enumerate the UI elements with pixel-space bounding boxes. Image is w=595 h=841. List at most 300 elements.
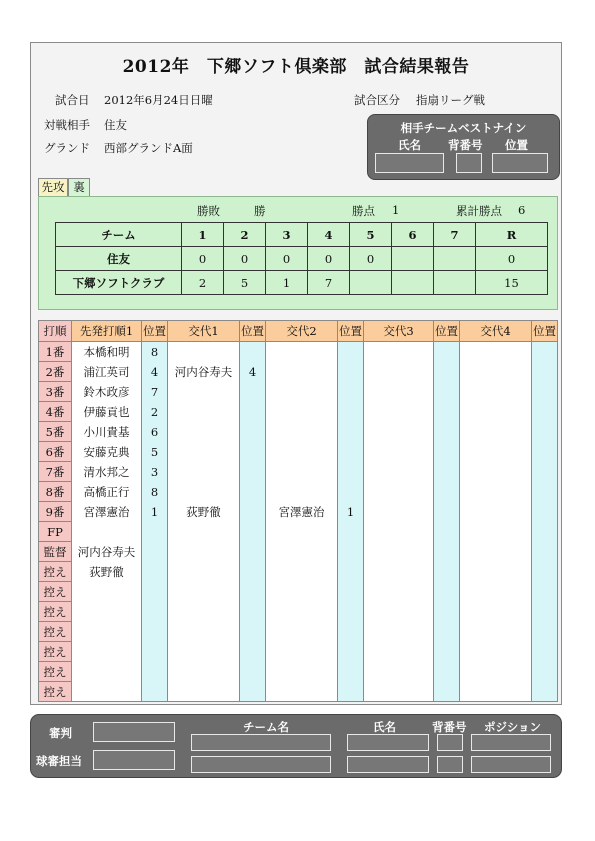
position-cell[interactable] — [240, 522, 266, 542]
position-cell[interactable] — [240, 422, 266, 442]
umpire-name-field-2[interactable] — [347, 756, 429, 773]
position-cell[interactable] — [338, 362, 364, 382]
position-cell[interactable] — [434, 502, 460, 522]
position-cell[interactable] — [338, 422, 364, 442]
position-cell[interactable] — [434, 542, 460, 562]
plate-umpire-field[interactable] — [93, 750, 175, 770]
win-loss-value[interactable]: 勝 — [254, 204, 266, 218]
starter-name-cell[interactable] — [72, 602, 142, 622]
lineup-row — [39, 442, 558, 462]
position-cell[interactable] — [532, 422, 558, 442]
position-cell[interactable]: 3 — [142, 462, 168, 482]
position-cell[interactable] — [338, 542, 364, 562]
team-name-cell: 下郷ソフトクラブ — [56, 271, 182, 295]
position-cell[interactable] — [338, 462, 364, 482]
inning-score-cell[interactable] — [350, 271, 392, 295]
lineup-row — [39, 462, 558, 482]
sub2-header: 交代2 — [266, 321, 338, 342]
sub3-name-cell[interactable] — [364, 362, 434, 382]
starter-name-cell[interactable]: 宮澤憲治 — [72, 502, 142, 522]
sub4-name-cell[interactable] — [460, 682, 532, 702]
position-cell[interactable] — [434, 582, 460, 602]
sub3-name-cell[interactable] — [364, 542, 434, 562]
batting-order-cell: 控え — [39, 582, 72, 602]
position-cell[interactable] — [434, 682, 460, 702]
position-cell[interactable] — [338, 402, 364, 422]
position-header: 位置 — [532, 321, 558, 342]
umpire-number-label: 背番号 — [432, 720, 467, 734]
sub3-name-cell[interactable] — [364, 662, 434, 682]
position-cell[interactable] — [532, 542, 558, 562]
starter-name-cell[interactable]: 本橋和明 — [72, 342, 142, 362]
sub4-name-cell[interactable] — [460, 622, 532, 642]
opponent-best-nine-panel — [367, 114, 560, 180]
inning-score-cell[interactable] — [434, 247, 476, 271]
sub1-name-cell[interactable]: 河内谷寿夫 — [168, 362, 240, 382]
category-label: 試合区分 — [354, 93, 400, 107]
inning-header: 1 — [182, 223, 224, 247]
position-cell[interactable] — [338, 622, 364, 642]
starter-name-cell[interactable] — [72, 662, 142, 682]
inning-score-cell[interactable] — [434, 271, 476, 295]
sub2-name-cell[interactable] — [266, 682, 338, 702]
inning-score-cell[interactable] — [392, 247, 434, 271]
sub3-name-cell[interactable] — [364, 342, 434, 362]
position-cell[interactable] — [532, 522, 558, 542]
sub4-name-cell[interactable] — [460, 442, 532, 462]
sub1-name-cell[interactable] — [168, 682, 240, 702]
sub3-name-cell[interactable] — [364, 402, 434, 422]
best-nine-number-field[interactable] — [456, 153, 482, 173]
starter-name-cell[interactable] — [72, 522, 142, 542]
sub2-name-cell[interactable] — [266, 542, 338, 562]
sub4-name-cell[interactable] — [460, 522, 532, 542]
batting-order-cell: 監督 — [39, 542, 72, 562]
sub3-name-cell[interactable] — [364, 522, 434, 542]
position-cell[interactable] — [434, 382, 460, 402]
tab-bottom-inning[interactable]: 裏 — [68, 178, 90, 196]
position-cell[interactable] — [240, 462, 266, 482]
position-cell[interactable] — [434, 422, 460, 442]
sub4-name-cell[interactable] — [460, 342, 532, 362]
sub1-name-cell[interactable] — [168, 542, 240, 562]
batting-order-cell: 9番 — [39, 502, 72, 522]
position-cell[interactable] — [240, 682, 266, 702]
inning-header: 2 — [224, 223, 266, 247]
position-cell[interactable] — [240, 402, 266, 422]
batting-order-cell: 控え — [39, 662, 72, 682]
umpire-field[interactable] — [93, 722, 175, 742]
position-cell[interactable] — [338, 562, 364, 582]
sub2-name-cell[interactable] — [266, 522, 338, 542]
sub3-name-cell[interactable] — [364, 602, 434, 622]
batting-order-cell: 6番 — [39, 442, 72, 462]
position-cell[interactable] — [434, 442, 460, 462]
position-cell[interactable] — [240, 582, 266, 602]
position-cell[interactable]: 8 — [142, 482, 168, 502]
sub2-name-cell[interactable] — [266, 402, 338, 422]
position-cell[interactable] — [240, 622, 266, 642]
position-cell[interactable] — [338, 602, 364, 622]
position-cell[interactable] — [240, 602, 266, 622]
sub2-name-cell[interactable] — [266, 622, 338, 642]
inning-score-cell[interactable]: 2 — [182, 271, 224, 295]
best-nine-position-label: 位置 — [505, 138, 528, 152]
position-cell[interactable] — [240, 662, 266, 682]
sub2-name-cell[interactable] — [266, 642, 338, 662]
umpire-team-label: チーム名 — [243, 720, 289, 734]
position-cell[interactable] — [338, 582, 364, 602]
starter-name-cell[interactable]: 荻野徹 — [72, 562, 142, 582]
position-cell[interactable] — [142, 622, 168, 642]
starter-name-cell[interactable]: 河内谷寿夫 — [72, 542, 142, 562]
lineup-row — [39, 542, 558, 562]
sub2-name-cell[interactable] — [266, 382, 338, 402]
position-cell[interactable] — [338, 642, 364, 662]
starter-name-cell[interactable]: 高橋正行 — [72, 482, 142, 502]
position-cell[interactable] — [532, 382, 558, 402]
inning-score-cell[interactable] — [392, 271, 434, 295]
opponent-value[interactable]: 住友 — [104, 118, 127, 132]
position-cell[interactable] — [532, 622, 558, 642]
best-nine-name-label: 氏名 — [398, 138, 421, 152]
sub4-name-cell[interactable] — [460, 462, 532, 482]
position-cell[interactable] — [532, 402, 558, 422]
starter-name-cell[interactable]: 伊藤貢也 — [72, 402, 142, 422]
points-value[interactable]: 1 — [392, 203, 400, 217]
position-cell[interactable] — [338, 682, 364, 702]
position-cell[interactable] — [532, 362, 558, 382]
best-nine-number-label: 背番号 — [448, 138, 483, 152]
date-label: 試合日 — [55, 93, 90, 107]
sub4-name-cell[interactable] — [460, 402, 532, 422]
category-value[interactable]: 指扇リーグ戦 — [416, 93, 485, 107]
sub2-name-cell[interactable] — [266, 602, 338, 622]
umpire-position-field-2[interactable] — [471, 756, 551, 773]
position-cell[interactable] — [338, 522, 364, 542]
lineup-row — [39, 662, 558, 682]
win-loss-label: 勝敗 — [197, 204, 220, 218]
position-cell[interactable] — [434, 662, 460, 682]
position-cell[interactable] — [532, 342, 558, 362]
batting-order-cell: 7番 — [39, 462, 72, 482]
date-value[interactable]: 2012年6月24日日曜 — [104, 93, 213, 107]
position-cell[interactable]: 2 — [142, 402, 168, 422]
position-cell[interactable] — [240, 562, 266, 582]
umpire-number-field-2[interactable] — [437, 756, 463, 773]
position-header: 位置 — [338, 321, 364, 342]
total-points-value[interactable]: 6 — [518, 203, 526, 217]
sub2-name-cell[interactable] — [266, 582, 338, 602]
position-cell[interactable] — [532, 502, 558, 522]
sub3-name-cell[interactable] — [364, 462, 434, 482]
position-cell[interactable]: 8 — [142, 342, 168, 362]
inning-score-cell[interactable]: 0 — [308, 247, 350, 271]
batting-order-cell: 8番 — [39, 482, 72, 502]
position-cell[interactable] — [240, 482, 266, 502]
position-cell[interactable] — [240, 502, 266, 522]
sub3-name-cell[interactable] — [364, 642, 434, 662]
sub3-name-cell[interactable] — [364, 682, 434, 702]
lineup-row — [39, 522, 558, 542]
total-points-label: 累計勝点 — [456, 204, 502, 218]
starter-name-cell[interactable]: 小川貴基 — [72, 422, 142, 442]
sub1-name-cell[interactable] — [168, 602, 240, 622]
umpire-panel — [30, 714, 562, 778]
position-cell[interactable] — [434, 522, 460, 542]
starter-name-cell[interactable]: 浦江英司 — [72, 362, 142, 382]
sub2-name-cell[interactable] — [266, 422, 338, 442]
starter-name-cell[interactable] — [72, 682, 142, 702]
sub2-name-cell[interactable] — [266, 362, 338, 382]
batting-order-cell: 4番 — [39, 402, 72, 422]
sub1-name-cell[interactable] — [168, 382, 240, 402]
sub3-header: 交代3 — [364, 321, 434, 342]
lineup-row — [39, 362, 558, 382]
starter-name-cell[interactable] — [72, 582, 142, 602]
position-cell[interactable] — [142, 602, 168, 622]
sub1-name-cell[interactable] — [168, 422, 240, 442]
lineup-row — [39, 582, 558, 602]
points-label: 勝点 — [352, 204, 375, 218]
position-cell[interactable] — [434, 562, 460, 582]
starter-name-cell[interactable]: 鈴木政彦 — [72, 382, 142, 402]
position-cell[interactable] — [434, 622, 460, 642]
sub2-name-cell[interactable] — [266, 482, 338, 502]
position-cell[interactable] — [338, 382, 364, 402]
position-cell[interactable] — [338, 662, 364, 682]
position-cell[interactable] — [532, 662, 558, 682]
sub2-name-cell[interactable] — [266, 342, 338, 362]
lineup-row — [39, 342, 558, 362]
batting-order-cell: 控え — [39, 642, 72, 662]
sub3-name-cell[interactable] — [364, 622, 434, 642]
position-cell[interactable] — [142, 662, 168, 682]
sub1-name-cell[interactable]: 荻野徹 — [168, 502, 240, 522]
position-cell[interactable] — [434, 402, 460, 422]
umpire-team-field-1[interactable] — [191, 734, 331, 751]
umpire-number-field-1[interactable] — [437, 734, 463, 751]
sub3-name-cell[interactable] — [364, 382, 434, 402]
position-cell[interactable] — [240, 382, 266, 402]
page-title: 2012年 下郷ソフト倶楽部 試合結果報告 — [122, 57, 470, 77]
scoreboard-header-row — [56, 223, 548, 247]
batting-order-cell: 控え — [39, 622, 72, 642]
umpire-label: 審判 — [49, 726, 72, 740]
position-cell[interactable]: 6 — [142, 422, 168, 442]
position-cell[interactable]: 7 — [142, 382, 168, 402]
best-nine-title: 相手チームベストナイン — [400, 121, 527, 135]
position-cell[interactable] — [142, 562, 168, 582]
position-cell[interactable] — [338, 342, 364, 362]
position-cell[interactable] — [142, 542, 168, 562]
position-cell[interactable] — [240, 442, 266, 462]
sub2-name-cell[interactable] — [266, 442, 338, 462]
position-cell[interactable] — [338, 442, 364, 462]
sub2-name-cell[interactable] — [266, 662, 338, 682]
lineup-row — [39, 382, 558, 402]
position-cell[interactable] — [434, 482, 460, 502]
team-name-cell: 住友 — [56, 247, 182, 271]
sub2-name-cell[interactable] — [266, 462, 338, 482]
sub1-name-cell[interactable] — [168, 462, 240, 482]
sub4-name-cell[interactable] — [460, 562, 532, 582]
starter-name-cell[interactable]: 安藤克典 — [72, 442, 142, 462]
sub1-name-cell[interactable] — [168, 622, 240, 642]
inning-score-cell[interactable]: 0 — [266, 247, 308, 271]
position-cell[interactable]: 4 — [142, 362, 168, 382]
position-cell[interactable] — [434, 342, 460, 362]
inning-header: 3 — [266, 223, 308, 247]
scoreboard-table — [55, 222, 548, 295]
runs-header: R — [476, 223, 548, 247]
position-cell[interactable] — [532, 682, 558, 702]
scoreboard-row — [56, 271, 548, 295]
position-cell[interactable] — [532, 602, 558, 622]
sub2-name-cell[interactable]: 宮澤憲治 — [266, 502, 338, 522]
batting-order-header: 打順 — [39, 321, 72, 342]
position-cell[interactable] — [532, 642, 558, 662]
position-cell[interactable] — [532, 562, 558, 582]
position-cell[interactable] — [240, 542, 266, 562]
sub4-name-cell[interactable] — [460, 662, 532, 682]
lineup-row — [39, 422, 558, 442]
position-cell[interactable]: 4 — [240, 362, 266, 382]
runs-cell[interactable]: 15 — [476, 271, 548, 295]
sub1-name-cell[interactable] — [168, 482, 240, 502]
position-cell[interactable]: 1 — [142, 502, 168, 522]
position-cell[interactable] — [240, 342, 266, 362]
opponent-label: 対戦相手 — [44, 118, 90, 132]
inning-score-cell[interactable]: 0 — [182, 247, 224, 271]
sub4-name-cell[interactable] — [460, 422, 532, 442]
position-header: 位置 — [142, 321, 168, 342]
lineup-row — [39, 602, 558, 622]
runs-cell[interactable]: 0 — [476, 247, 548, 271]
lineup-row — [39, 502, 558, 522]
position-header: 位置 — [434, 321, 460, 342]
sub3-name-cell[interactable] — [364, 442, 434, 462]
position-cell[interactable] — [142, 522, 168, 542]
lineup-row — [39, 562, 558, 582]
lineup-row — [39, 642, 558, 662]
inning-score-cell[interactable]: 1 — [266, 271, 308, 295]
sub2-name-cell[interactable] — [266, 562, 338, 582]
position-cell[interactable] — [142, 642, 168, 662]
sub1-name-cell[interactable] — [168, 402, 240, 422]
inning-header: 4 — [308, 223, 350, 247]
starter-name-cell[interactable] — [72, 642, 142, 662]
sub4-name-cell[interactable] — [460, 482, 532, 502]
batting-order-cell: 3番 — [39, 382, 72, 402]
inning-score-cell[interactable]: 5 — [224, 271, 266, 295]
sub4-name-cell[interactable] — [460, 502, 532, 522]
batting-order-cell: 1番 — [39, 342, 72, 362]
batting-order-cell: 5番 — [39, 422, 72, 442]
position-cell[interactable] — [142, 582, 168, 602]
plate-umpire-label: 球審担当 — [36, 754, 82, 768]
umpire-name-field-1[interactable] — [347, 734, 429, 751]
batting-order-cell: 控え — [39, 602, 72, 622]
position-cell[interactable] — [532, 462, 558, 482]
position-cell[interactable] — [532, 442, 558, 462]
team-column-header: チーム — [56, 223, 182, 247]
inning-header: 5 — [350, 223, 392, 247]
position-cell[interactable] — [434, 462, 460, 482]
ground-value[interactable]: 西部グランドA面 — [104, 141, 193, 155]
position-cell[interactable]: 5 — [142, 442, 168, 462]
starter-name-cell[interactable] — [72, 622, 142, 642]
sub3-name-cell[interactable] — [364, 482, 434, 502]
sub4-name-cell[interactable] — [460, 542, 532, 562]
lineup-header-row — [39, 321, 558, 342]
ground-label: グランド — [44, 141, 90, 155]
sub1-header: 交代1 — [168, 321, 240, 342]
sub4-header: 交代4 — [460, 321, 532, 342]
sub3-name-cell[interactable] — [364, 562, 434, 582]
sub1-name-cell[interactable] — [168, 442, 240, 462]
inning-header: 6 — [392, 223, 434, 247]
sub3-name-cell[interactable] — [364, 422, 434, 442]
starter-name-cell[interactable]: 清水邦之 — [72, 462, 142, 482]
position-cell[interactable] — [532, 482, 558, 502]
sub1-name-cell[interactable] — [168, 582, 240, 602]
inning-score-cell[interactable]: 0 — [350, 247, 392, 271]
batting-order-cell: FP — [39, 522, 72, 542]
position-cell[interactable] — [434, 642, 460, 662]
umpire-team-field-2[interactable] — [191, 756, 331, 773]
sub3-name-cell[interactable] — [364, 582, 434, 602]
batting-lineup-table — [38, 320, 558, 702]
position-cell[interactable] — [532, 582, 558, 602]
best-nine-position-field[interactable] — [492, 153, 548, 173]
starter-header: 先発打順1 — [72, 321, 142, 342]
sub1-name-cell[interactable] — [168, 662, 240, 682]
position-cell[interactable] — [240, 642, 266, 662]
lineup-row — [39, 482, 558, 502]
sub1-name-cell[interactable] — [168, 642, 240, 662]
lineup-row — [39, 402, 558, 422]
sub4-name-cell[interactable] — [460, 582, 532, 602]
sub1-name-cell[interactable] — [168, 562, 240, 582]
sub4-name-cell[interactable] — [460, 602, 532, 622]
scoreboard-row — [56, 247, 548, 271]
position-cell[interactable]: 1 — [338, 502, 364, 522]
sub4-name-cell[interactable] — [460, 642, 532, 662]
umpire-position-field-1[interactable] — [471, 734, 551, 751]
batting-order-cell: 2番 — [39, 362, 72, 382]
inning-header: 7 — [434, 223, 476, 247]
position-cell[interactable] — [434, 362, 460, 382]
position-header: 位置 — [240, 321, 266, 342]
sub4-name-cell[interactable] — [460, 362, 532, 382]
umpire-name-label: 氏名 — [373, 720, 396, 734]
sub1-name-cell[interactable] — [168, 342, 240, 362]
sub3-name-cell[interactable] — [364, 502, 434, 522]
lineup-row — [39, 622, 558, 642]
position-cell[interactable] — [434, 602, 460, 622]
position-cell[interactable] — [338, 482, 364, 502]
best-nine-name-field[interactable] — [375, 153, 444, 173]
tab-top-inning[interactable]: 先攻 — [38, 178, 68, 196]
position-cell[interactable] — [142, 682, 168, 702]
inning-score-cell[interactable]: 0 — [224, 247, 266, 271]
sub4-name-cell[interactable] — [460, 382, 532, 402]
inning-score-cell[interactable]: 7 — [308, 271, 350, 295]
sub1-name-cell[interactable] — [168, 522, 240, 542]
batting-order-cell: 控え — [39, 682, 72, 702]
batting-order-cell: 控え — [39, 562, 72, 582]
